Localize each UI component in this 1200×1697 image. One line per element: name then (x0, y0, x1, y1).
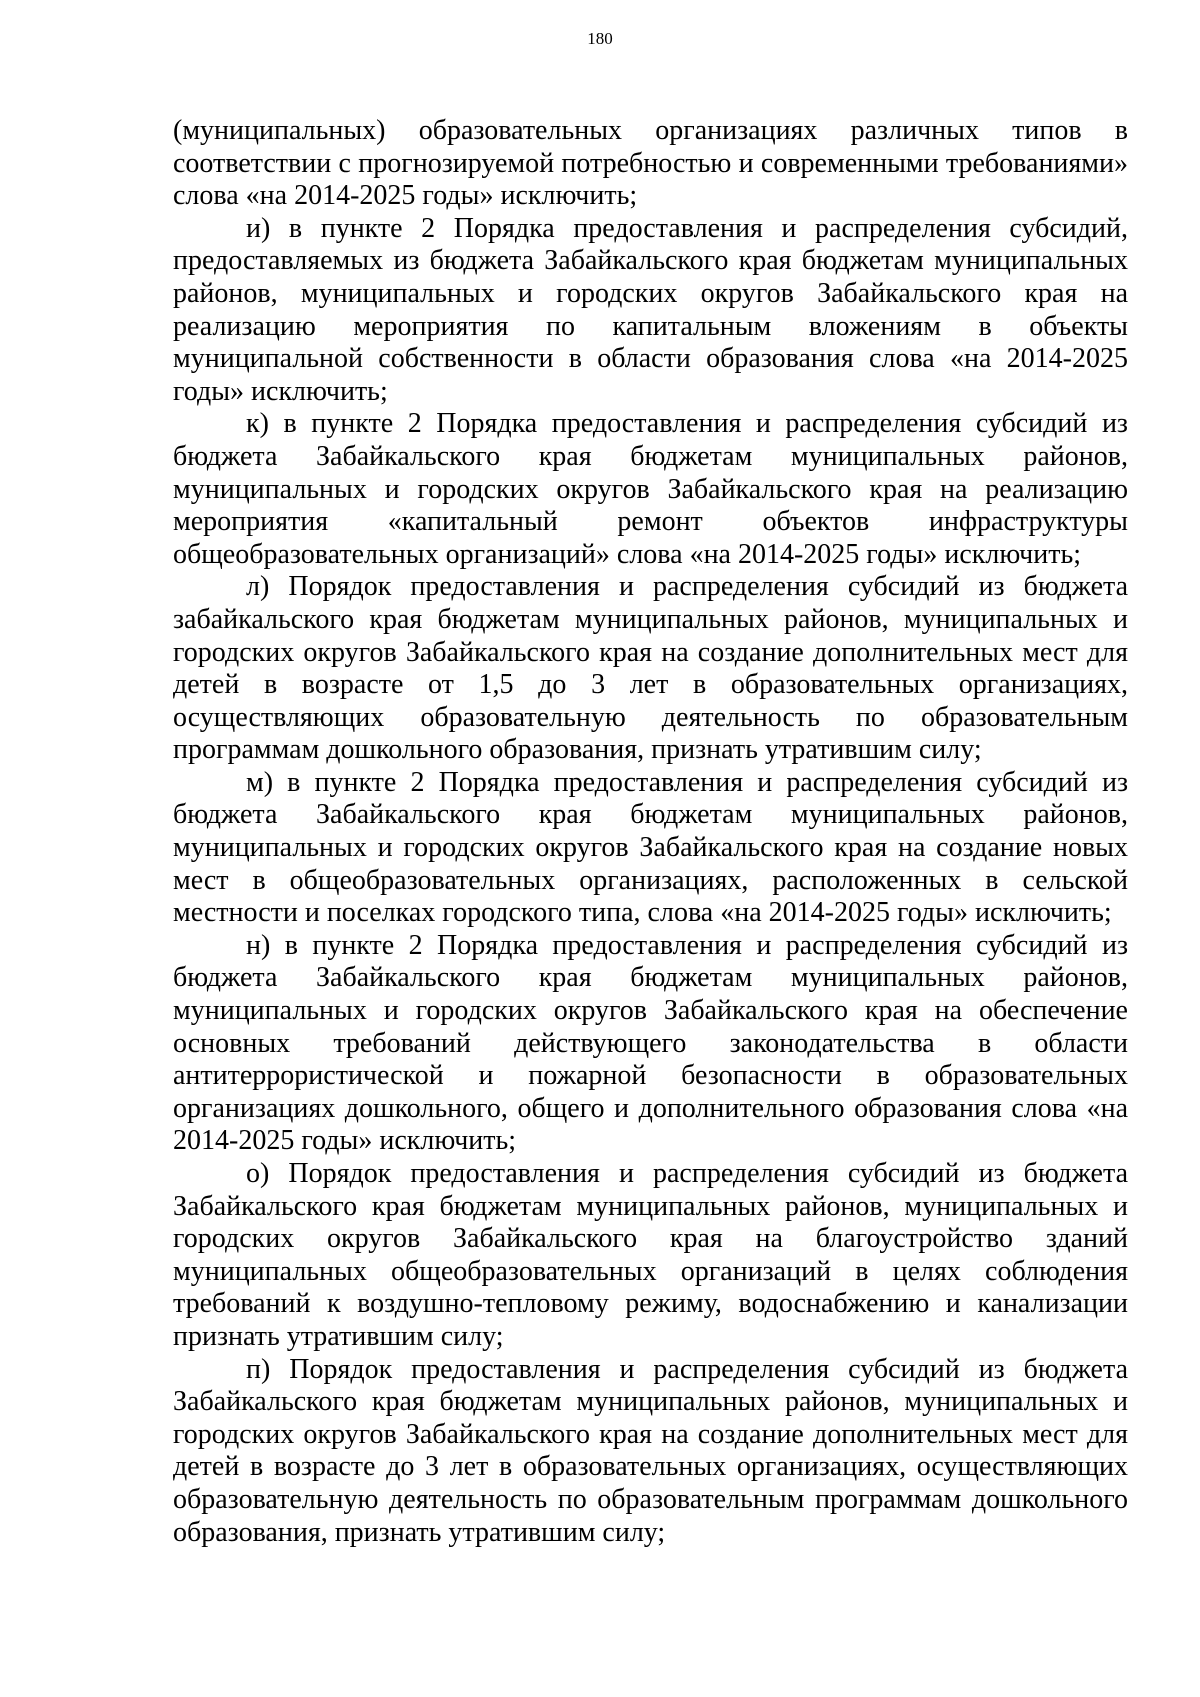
paragraph-item-n: н) в пункте 2 Порядка предоставления и распределения субсидий из бюджета Забайкальского края бюджетам муниципальных районов, муниципальных и городских округов Забайкальского края на обеспечение основных требований действующего законодательства в области антитеррористической и пожарной безопасности в образовательных организациях дошкольного, общего и дополнительного образования слова «на 2014-2025 годы» исключить; (173, 929, 1128, 1157)
document-body (173, 115, 1128, 1549)
paragraph-item-o: о) Порядок предоставления и распределения субсидий из бюджета Забайкальского края бюджетам муниципальных районов, муниципальных и городских округов Забайкальского края на благоустройство зданий муниципальных общеобразовательных организаций в целях соблюдения требований к воздушно-тепловому режиму, водоснабжению и канализации признать утратившим силу; (173, 1158, 1128, 1352)
paragraph-item-m: м) в пункте 2 Порядка предоставления и распределения субсидий из бюджета Забайкальского края бюджетам муниципальных районов, муниципальных и городских округов Забайкальского края на создание новых мест в общеобразовательных организациях, расположенных в сельской местности и поселках городского типа, слова «на 2014-2025 годы» исключить; (173, 766, 1128, 929)
paragraph-item-p: п) Порядок предоставления и распределения субсидий из бюджета Забайкальского края бюджетам муниципальных районов, муниципальных и городских округов Забайкальского края на создание дополнительных мест для детей в возрасте до 3 лет в образовательных организациях, осуществляющих образовательную деятельность по образовательным программам дошкольного образования, признать утратившим силу; (173, 1353, 1128, 1548)
page-number: 180 (587, 29, 613, 48)
paragraph-continuation: (муниципальных) образовательных организациях различных типов в соответствии с прогнозируемой потребностью и современными требованиями» слова «на 2014-2025 годы» исключить; (173, 115, 1128, 212)
paragraph-item-l: л) Порядок предоставления и распределения субсидий из бюджета забайкальского края бюджетам муниципальных районов, муниципальных и городских округов Забайкальского края на создание дополнительных мест для детей в возрасте от 1,5 до 3 лет в образовательных организациях, осуществляющих образовательную деятельность по образовательным программам дошкольного образования, признать утратившим силу; (173, 571, 1128, 766)
paragraph-item-k: к) в пункте 2 Порядка предоставления и распределения субсидий из бюджета Забайкальского края бюджетам муниципальных районов, муниципальных и городских округов Забайкальского края на реализацию мероприятия «капитальный ремонт объектов инфраструктуры общеобразовательных организаций» слова «на 2014-2025 годы» исключить; (173, 408, 1128, 570)
paragraph-item-i: и) в пункте 2 Порядка предоставления и распределения субсидий, предоставляемых из бюджета Забайкальского края бюджетам муниципальных районов, муниципальных и городских округов Забайкальского края на реализацию мероприятия по капитальным вложениям в объекты муниципальной собственности в области образования слова «на 2014-2025 годы» исключить; (173, 212, 1128, 407)
